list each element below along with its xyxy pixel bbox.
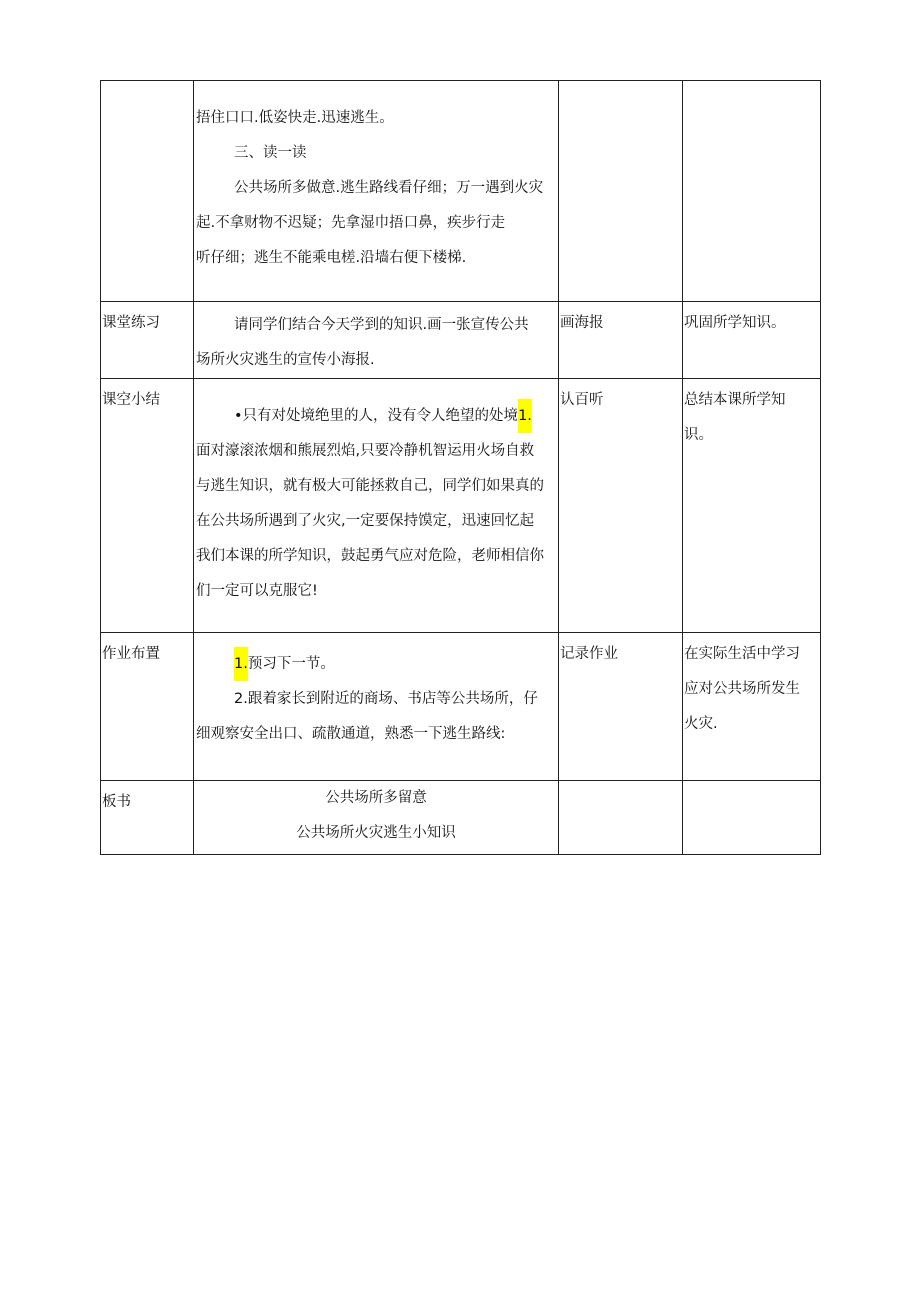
homework-item (196, 647, 556, 682)
homework-purpose-cell (683, 633, 821, 781)
homework-student-activity: 记录作业 (559, 633, 683, 781)
summary-purpose-line: 总结本课所学知 (684, 392, 786, 408)
board-content-cell (194, 781, 559, 855)
homework-purpose-line: 在实际生活中学习 (684, 646, 800, 662)
reading-line: 捂住口口.低姿快走.迅速逃生。 (196, 110, 394, 126)
table-row-homework (101, 633, 821, 781)
homework-label: 作业布置 (101, 633, 194, 781)
homework-purpose-line: 火灾. (684, 716, 718, 732)
reading-content-cell (194, 81, 559, 302)
poem-line: 公共场所多做意.逃生路线看仔细；万一遇到火灾 (234, 180, 544, 196)
summary-line: 们一定可以克服它! (196, 583, 318, 599)
table-row-practice (101, 302, 821, 379)
highlight-marker: 1. (234, 647, 248, 681)
summary-line (196, 399, 556, 434)
summary-purpose-line: 识。 (684, 427, 713, 443)
lesson-plan-table (100, 80, 821, 855)
table-row-board (101, 781, 821, 855)
table-row-reading (101, 81, 821, 302)
board-label: 板书 (101, 781, 194, 855)
summary-line: 我们本课的所学知识，鼓起勇气应对危险，老师相信你 (196, 548, 544, 564)
board-activity-cell (559, 781, 683, 855)
reading-heading: 三、读一读 (234, 145, 307, 161)
highlight-marker: 1. (518, 399, 532, 433)
board-line: 公共场所多留意 (325, 790, 427, 806)
summary-quote: •只有对处境绝里的人，没有令人绝望的处境 (234, 408, 519, 424)
homework-item: 细观察安全出口、疏散通道，熟悉一下逃生路线: (196, 726, 506, 742)
reading-purpose-cell (683, 81, 821, 302)
homework-content-cell (194, 633, 559, 781)
summary-line: 面对濠滚浓烟和熊展烈焰,只要冷静机智运用火场自救 (196, 443, 535, 459)
homework-item: 2.跟着家长到附近的商场、书店等公共场所，仔 (234, 691, 538, 707)
board-line: 公共场所火灾逃生小知识 (296, 825, 456, 841)
summary-label: 课空小结 (101, 379, 194, 633)
summary-student-activity: 认百听 (559, 379, 683, 633)
practice-label: 课堂练习 (101, 302, 194, 379)
homework-purpose-line: 应对公共场所发生 (684, 681, 800, 697)
practice-content-cell (194, 302, 559, 379)
summary-line: 与逃生知识，就有极大可能拯救自己，同学们如果真的 (196, 478, 544, 494)
summary-purpose-cell (683, 379, 821, 633)
poem-line: 听仔细；逃生不能乘电槎.沿墙右便下楼梯. (196, 250, 467, 266)
board-purpose-cell (683, 781, 821, 855)
practice-line: 场所火灾逃生的宣传小海报. (196, 352, 375, 368)
practice-student-activity: 画海报 (559, 302, 683, 379)
reading-label-cell (101, 81, 194, 302)
practice-purpose: 巩固所学知识。 (683, 302, 821, 379)
summary-content-cell (194, 379, 559, 633)
practice-line: 请同学们结合今天学到的知识.画一张宣传公共 (234, 317, 529, 333)
summary-line: 在公共场所遇到了火灾,一定要保持馍定，迅速回忆起 (196, 513, 535, 529)
reading-activity-cell (559, 81, 683, 302)
poem-line: 起.不拿财物不迟疑；先拿湿巾捂口鼻，疾步行走 (196, 215, 506, 231)
homework-item-text: 预习下一节。 (247, 656, 335, 672)
table-row-summary (101, 379, 821, 633)
